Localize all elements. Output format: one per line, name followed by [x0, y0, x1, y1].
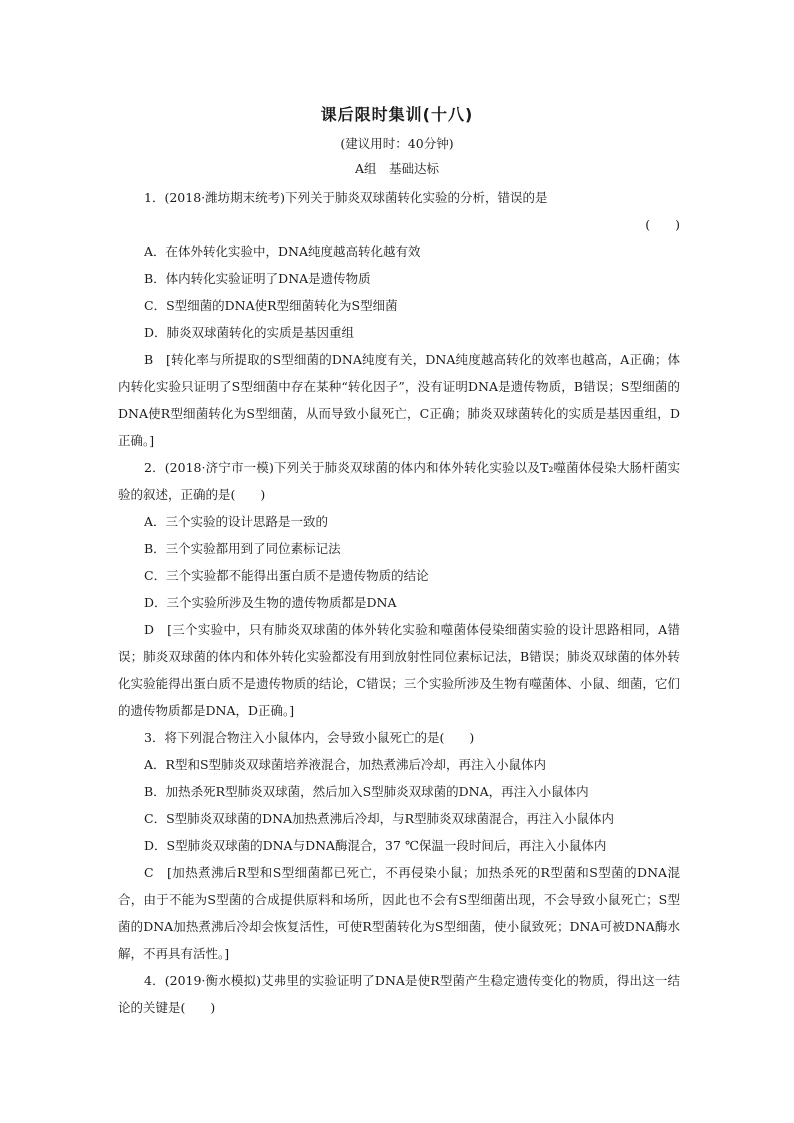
option-c: C．S型细菌的DNA使R型细菌转化为S型细菌	[144, 298, 398, 313]
question-1	[118, 184, 680, 454]
question-stem: 3．将下列混合物注入小鼠体内，会导致小鼠死亡的是( )	[144, 730, 475, 745]
option-b: B．体内转化实验证明了DNA是遗传物质	[144, 271, 371, 286]
option-b: B．加热杀死R型肺炎双球菌，然后加入S型肺炎双球菌的DNA，再注入小鼠体内	[144, 784, 589, 799]
option-b: B．三个实验都用到了同位素标记法	[144, 541, 341, 556]
question-stem: 1．(2018·潍坊期末统考)下列关于肺炎双球菌转化实验的分析，错误的是	[144, 190, 548, 205]
question-4	[118, 967, 680, 1021]
answer-explanation: C [加热煮沸后R型和S型细菌都已死亡，不再侵染小鼠；加热杀死的R型菌和S型菌的DNA混合，由于不能为S型菌的合成提供原料和场所，因此也不会有S型细菌出现，不会导致小鼠死亡；S型菌的DNA加热煮沸后冷却会恢复活性，可使R型菌转化为S型细菌，使小鼠致死；DNA可被DNA酶水解，不再具有活性。]	[118, 865, 680, 961]
option-c: C．三个实验都不能得出蛋白质不是遗传物质的结论	[144, 568, 429, 583]
option-d: D．S型肺炎双球菌的DNA与DNA酶混合，37 ℃保温一段时间后，再注入小鼠体内	[144, 838, 607, 853]
question-stem: 2．(2018·济宁市一模)下列关于肺炎双球菌的体内和体外转化实验以及T₂噬菌体侵染大肠杆菌实验的叙述，正确的是( )	[118, 460, 680, 502]
option-a: A．在体外转化实验中，DNA纯度越高转化越有效	[144, 244, 421, 259]
answer-explanation: B [转化率与所提取的S型细菌的DNA纯度有关，DNA纯度越高转化的效率也越高，A正确；体内转化实验只证明了S型细菌中存在某种“转化因子”，没有证明DNA是遗传物质，B错误；S型细菌的DNA使R型细菌转化为S型细菌，从而导致小鼠死亡，C正确；肺炎双球菌转化的实质是基因重组，D正确。]	[118, 352, 680, 448]
answer-blank: ( )	[645, 217, 680, 232]
question-2	[118, 454, 680, 724]
time-hint: (建议用时：40分钟)	[340, 136, 454, 151]
group-heading: A组 基础达标	[354, 161, 440, 176]
question-stem: 4．(2019·衡水模拟)艾弗里的实验证明了DNA是使R型菌产生稳定遗传变化的物质，得出这一结论的关键是( )	[118, 973, 680, 1015]
option-d: D．三个实验所涉及生物的遗传物质都是DNA	[144, 595, 397, 610]
option-a: A．R型和S型肺炎双球菌培养液混合，加热煮沸后冷却，再注入小鼠体内	[144, 757, 547, 772]
question-list	[118, 184, 680, 1021]
page-title: 课后限时集训(十八)	[320, 105, 474, 124]
option-c: C．S型肺炎双球菌的DNA加热煮沸后冷却，与R型肺炎双球菌混合，再注入小鼠体内	[144, 811, 615, 826]
question-3	[118, 724, 680, 967]
option-d: D．肺炎双球菌转化的实质是基因重组	[144, 325, 355, 340]
answer-explanation: D [三个实验中，只有肺炎双球菌的体外转化实验和噬菌体侵染细菌实验的设计思路相同，A错误；肺炎双球菌的体内和体外转化实验都没有用到放射性同位素标记法，B错误；肺炎双球菌的体外转化实验能得出蛋白质不是遗传物质的结论，C错误；三个实验所涉及生物有噬菌体、小鼠、细菌，它们的遗传物质都是DNA，D正确。]	[118, 622, 680, 718]
option-a: A．三个实验的设计思路是一致的	[144, 514, 329, 529]
